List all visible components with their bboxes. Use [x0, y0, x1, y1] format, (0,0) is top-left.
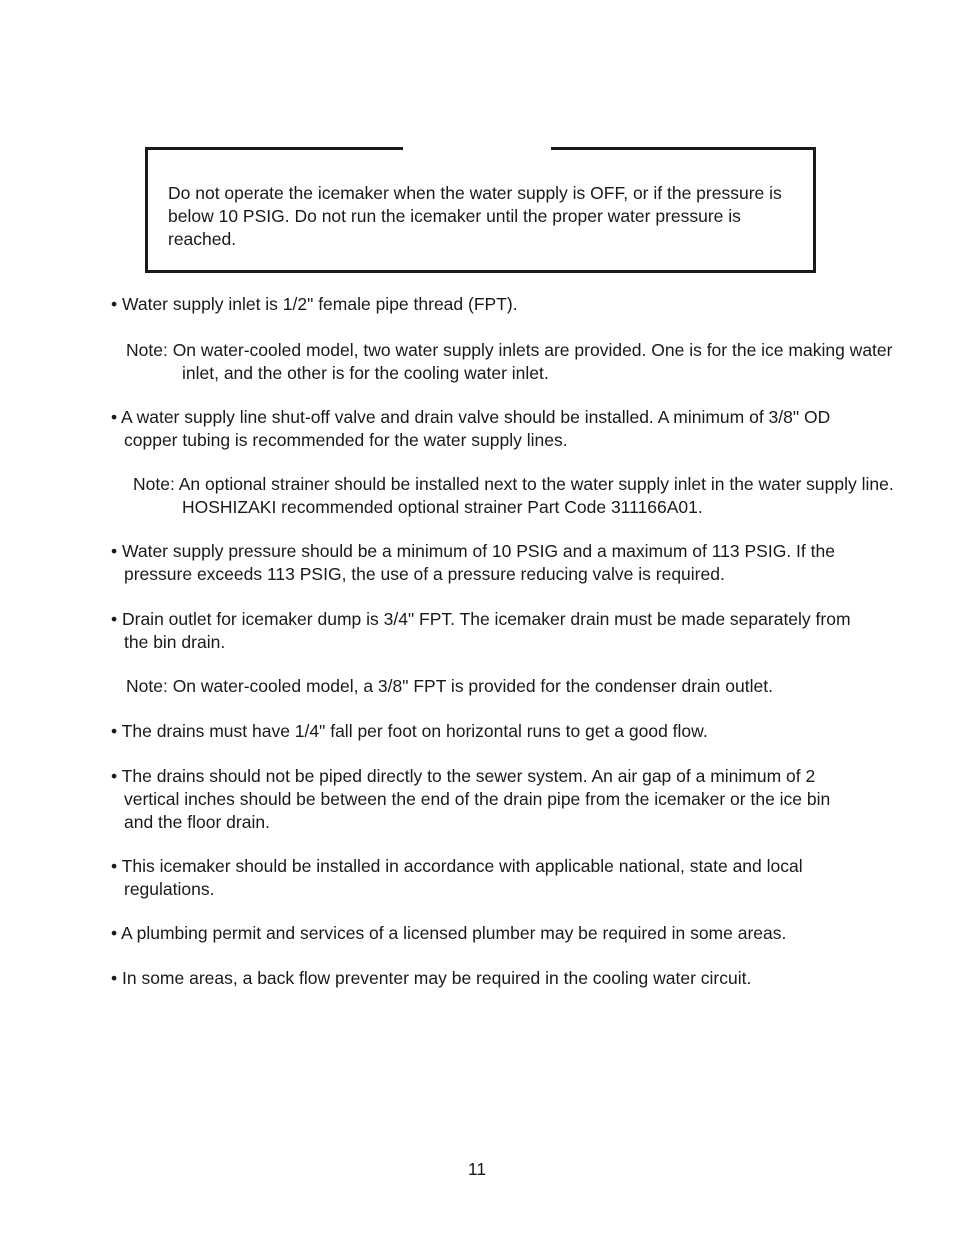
note-strainer: Note: An optional strainer should be installed next to the water supply inlet in the water supply line. HOSHIZAKI recommended optional strainer Part Code 311166A01. — [133, 474, 894, 517]
bullet-drain-fall: • The drains must have 1/4" fall per foot on horizontal runs to get a good flow. — [111, 721, 708, 741]
bullet-drain-outlet: • Drain outlet for icemaker dump is 3/4" FPT. The icemaker drain must be made separately from the bin drain. — [111, 609, 851, 652]
note-condenser-drain: Note: On water-cooled model, a 3/8" FPT is provided for the condenser drain outlet. — [126, 676, 773, 696]
bullet-water-pressure: • Water supply pressure should be a minimum of 10 PSIG and a maximum of 113 PSIG. If the pressure exceeds 113 PSIG, the use of a pressure reducing valve is required. — [111, 541, 835, 584]
caution-box — [145, 147, 816, 273]
bullet-regulations: • This icemaker should be installed in accordance with applicable national, state and local regulations. — [111, 856, 803, 899]
bullet-air-gap: • The drains should not be piped directly to the sewer system. An air gap of a minimum of 2 vertical inches should be between the end of the drain pipe from the icemaker or the ice bin and the floor drain. — [111, 766, 831, 832]
note-water-cooled-inlets: Note: On water-cooled model, two water supply inlets are provided. One is for the ice making water inlet, and the other is for the cooling water inlet. — [126, 340, 893, 383]
bullet-water-inlet: • Water supply inlet is 1/2" female pipe thread (FPT). — [111, 294, 518, 314]
bullet-plumbing-permit: • A plumbing permit and services of a licensed plumber may be required in some areas. — [111, 923, 787, 943]
caution-title-gap — [403, 146, 551, 152]
bullet-back-flow: • In some areas, a back flow preventer may be required in the cooling water circuit. — [111, 968, 752, 988]
bullet-shutoff-valve: • A water supply line shut-off valve and drain valve should be installed. A minimum of 3/8" OD copper tubing is recommended for the water supply lines. — [111, 407, 831, 450]
page-number: 11 — [467, 1159, 487, 1179]
caution-text: Do not operate the icemaker when the water supply is OFF, or if the pressure is below 10 PSIG. Do not run the icemaker until the proper water pressure is reached. — [168, 183, 782, 249]
